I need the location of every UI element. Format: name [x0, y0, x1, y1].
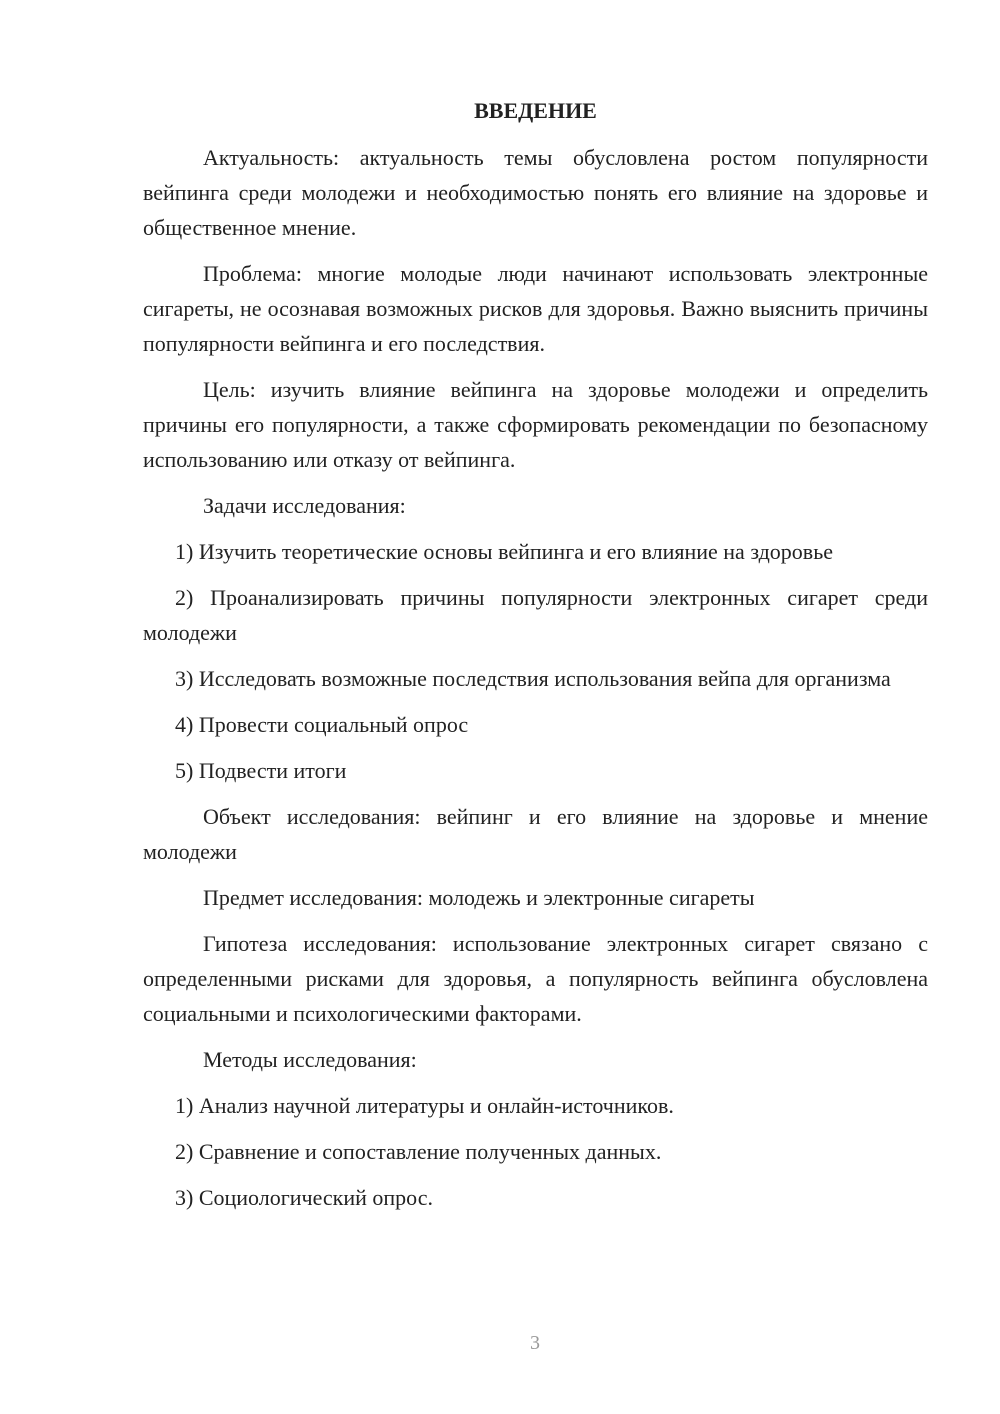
goal-paragraph: Цель: изучить влияние вейпинга на здоровье молодежи и определить причины его популярности, а также сформировать рекомендации по безопасному использованию или отказу от вейпинга.: [143, 377, 928, 472]
relevance-paragraph: Актуальность: актуальность темы обусловлена ростом популярности вейпинга среди молодежи и необходимостью понять его влияние на здоровье и общественное мнение.: [143, 145, 928, 240]
method-item-3: 3) Социологический опрос.: [175, 1185, 433, 1210]
task-item-4: 4) Провести социальный опрос: [175, 712, 469, 737]
task-item-1: 1) Изучить теоретические основы вейпинга и его влияние на здоровье: [175, 539, 833, 564]
method-item-1: 1) Анализ научной литературы и онлайн-источников.: [175, 1093, 674, 1118]
object-paragraph: Объект исследования: вейпинг и его влияние на здоровье и мнение молодежи: [143, 804, 928, 864]
task-item-3: 3) Исследовать возможные последствия использования вейпа для организма: [175, 666, 891, 691]
problem-paragraph: Проблема: многие молодые люди начинают использовать электронные сигареты, не осознавая возможных рисков для здоровья. Важно выяснить причины популярности вейпинга и его последствия.: [143, 261, 928, 356]
methods-heading: Методы исследования:: [203, 1047, 417, 1072]
subject-paragraph: Предмет исследования: молодежь и электронные сигареты: [203, 885, 755, 910]
task-item-5: 5) Подвести итоги: [175, 758, 347, 783]
hypothesis-paragraph: Гипотеза исследования: использование электронных сигарет связано с определенными рисками для здоровья, а популярность вейпинга обусловлена социальными и психологическими факторами.: [143, 931, 928, 1026]
document-page: [143, 96, 928, 1226]
section-title: ВВЕДЕНИЕ: [474, 98, 597, 123]
task-item-2: 2) Проанализировать причины популярности электронных сигарет среди молодежи: [143, 585, 928, 645]
tasks-heading: Задачи исследования:: [203, 493, 406, 518]
page-number: 3: [530, 1332, 540, 1354]
method-item-2: 2) Сравнение и сопоставление полученных данных.: [175, 1139, 662, 1164]
